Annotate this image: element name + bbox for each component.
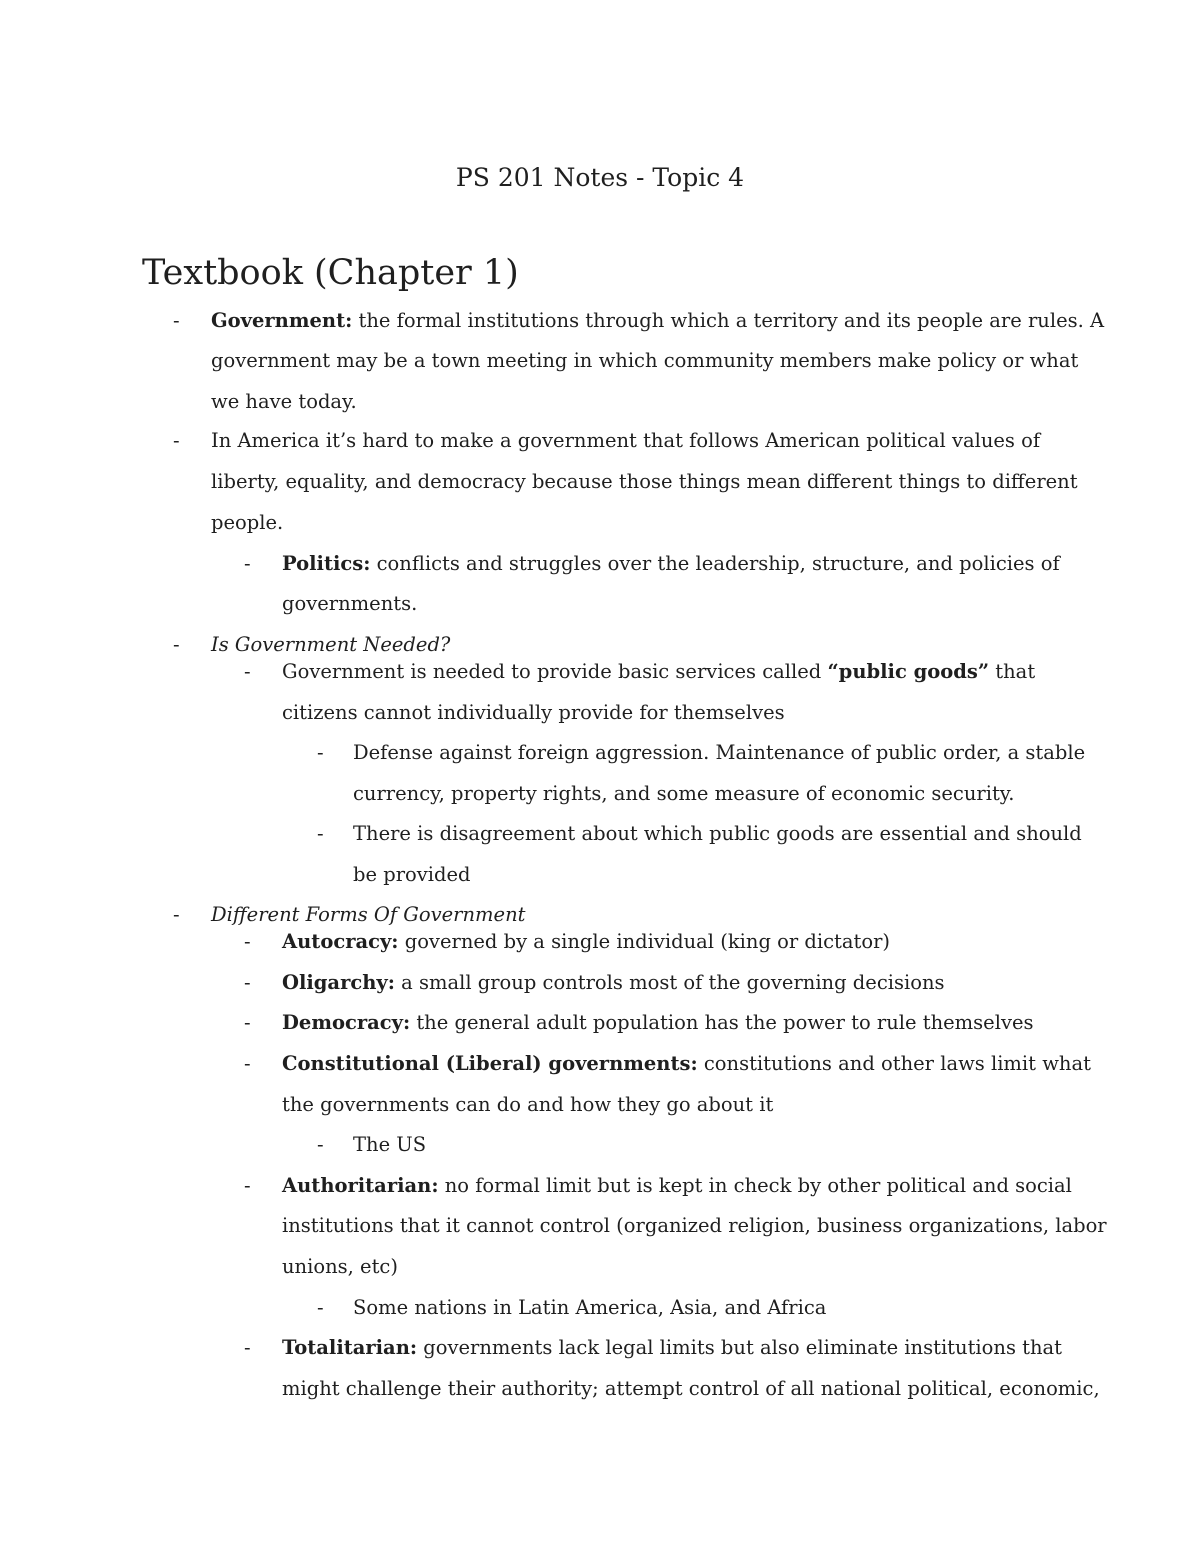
bullet-dash: - [317, 1133, 324, 1156]
text-line: the governments can do and how they go about it [282, 1093, 774, 1116]
bullet-dash: - [244, 1052, 251, 1075]
list-item-defense: Defense against foreign aggression. Maintenance of public order, a stable [353, 741, 1086, 764]
list-item-america: In America it’s hard to make a government that follows American political values of [211, 429, 1041, 452]
list-item-government [211, 301, 1104, 342]
list-item-constitutional [282, 1044, 1091, 1085]
definition-text: no formal limit but is kept in check by other political and social [438, 1174, 1072, 1197]
bullet-dash: - [244, 660, 251, 683]
term-label: Totalitarian: [282, 1336, 418, 1359]
bullet-dash: - [317, 741, 324, 764]
text-line: we have today. [211, 390, 357, 413]
definition-text: constitutions and other laws limit what [697, 1052, 1091, 1075]
bullet-dash: - [317, 822, 324, 845]
definition-text: governments lack legal limits but also eliminate institutions that [417, 1336, 1063, 1359]
bullet-dash: - [244, 1336, 251, 1359]
list-item-autocracy [282, 922, 890, 963]
text-line: citizens cannot individually provide for themselves [282, 701, 785, 724]
bullet-dash: - [244, 1174, 251, 1197]
bullet-dash: - [317, 1296, 324, 1319]
definition-text: the general adult population has the power to rule themselves [410, 1011, 1034, 1034]
term-label: Autocracy: [282, 930, 399, 953]
list-item-disagreement: There is disagreement about which public goods are essential and should [353, 822, 1082, 845]
text-span: that [989, 660, 1036, 683]
list-item-politics [282, 544, 1060, 585]
text-line: currency, property rights, and some measure of economic security. [353, 782, 1015, 805]
text-line: liberty, equality, and democracy because those things mean different things to different [211, 470, 1078, 493]
term-label: Authoritarian: [282, 1174, 439, 1197]
list-item-totalitarian [282, 1328, 1062, 1369]
bullet-dash: - [173, 633, 180, 656]
definition-text: conflicts and struggles over the leadership, structure, and policies of [370, 552, 1060, 575]
list-item-oligarchy [282, 963, 945, 1004]
list-item-nations: Some nations in Latin America, Asia, and Africa [353, 1296, 827, 1319]
document-title: PS 201 Notes - Topic 4 [455, 163, 745, 192]
bullet-dash: - [173, 429, 180, 452]
definition-text: governed by a single individual (king or dictator) [398, 930, 891, 953]
text-line: unions, etc) [282, 1255, 398, 1278]
list-item-authoritarian [282, 1166, 1072, 1207]
text-line: be provided [353, 863, 471, 886]
text-line: governments. [282, 592, 418, 615]
term-label: Democracy: [282, 1011, 411, 1034]
bullet-dash: - [173, 309, 180, 332]
text-line: might challenge their authority; attempt control of all national political, economic, [282, 1377, 1100, 1400]
bullet-dash: - [244, 971, 251, 994]
term-label: Government: [211, 309, 353, 332]
text-line: government may be a town meeting in which community members make policy or what [211, 349, 1079, 372]
bullet-dash: - [244, 930, 251, 953]
list-item-the-us: The US [353, 1133, 427, 1156]
term-label: “public goods” [827, 660, 990, 683]
text-line: institutions that it cannot control (organized religion, business organizations, labor [282, 1214, 1107, 1237]
italic-text: Different Forms Of Government [211, 903, 526, 926]
term-label: Oligarchy: [282, 971, 395, 994]
term-label: Politics: [282, 552, 371, 575]
bullet-dash: - [173, 903, 180, 926]
section-heading: Textbook (Chapter 1) [142, 253, 519, 293]
list-item-democracy [282, 1003, 1034, 1044]
italic-text: Is Government Needed? [211, 633, 451, 656]
definition-text: a small group controls most of the governing decisions [394, 971, 945, 994]
text-span: Government is needed to provide basic services called [282, 660, 828, 683]
bullet-dash: - [244, 1011, 251, 1034]
text-line: people. [211, 511, 284, 534]
term-label: Constitutional (Liberal) governments: [282, 1052, 698, 1075]
list-item-public-goods [282, 652, 1035, 693]
bullet-dash: - [244, 552, 251, 575]
definition-text: the formal institutions through which a territory and its people are rules. A [352, 309, 1105, 332]
